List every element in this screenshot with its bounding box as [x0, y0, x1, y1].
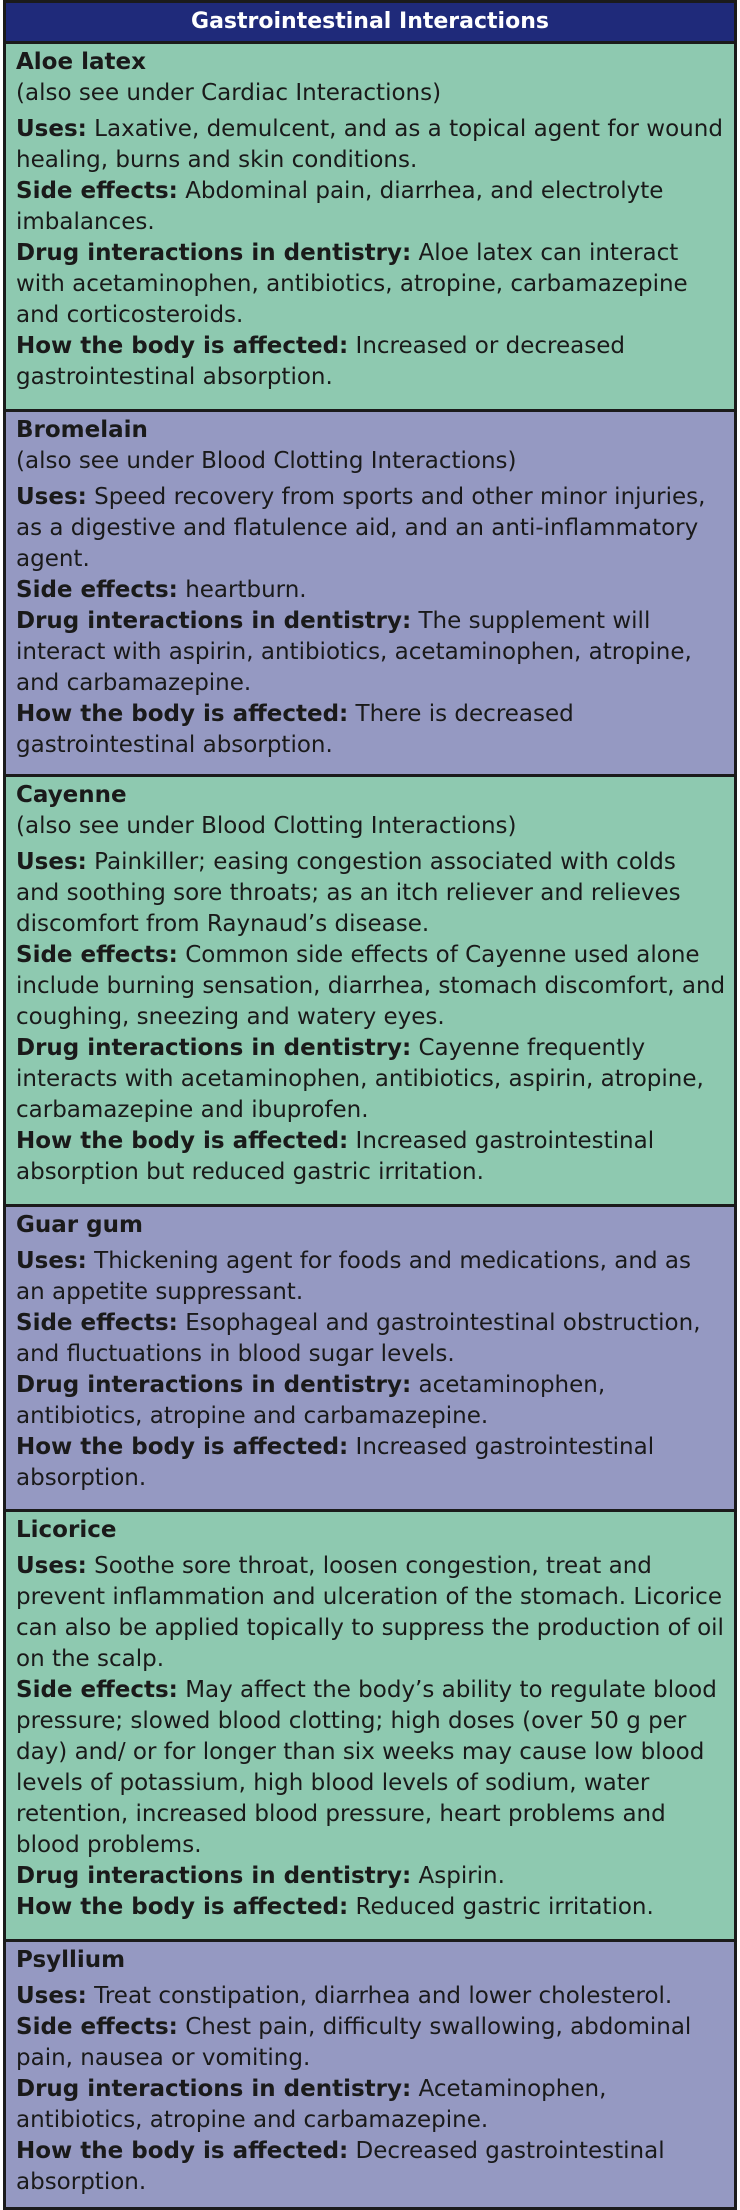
side-effects-line: [16, 940, 726, 1033]
drug-interactions-line: [16, 606, 726, 699]
drug-interactions-line: [16, 1033, 726, 1126]
body-effect-label: How the body is affected:: [16, 1128, 349, 1154]
body-effect-label: How the body is affected:: [16, 333, 349, 359]
body-effect-text: Decreased gastrointestinal absorption.: [16, 2138, 665, 2195]
entry-name: Cayenne: [16, 782, 127, 808]
interactions-table: [3, 0, 737, 2210]
entry-guar-gum: [6, 1207, 734, 1512]
entry-cayenne: [6, 777, 734, 1207]
drug-interactions-line: [16, 1370, 726, 1432]
uses-line: [16, 1551, 726, 1675]
body-effect-text: Reduced gastric irritation.: [355, 1894, 654, 1920]
drug-interactions-text: Acetaminophen, antibiotics, atropine and carbamazepine.: [16, 2076, 607, 2133]
side-effects-text: Chest pain, difficulty swallowing, abdominal pain, nausea or vomiting.: [16, 2014, 692, 2071]
drug-interactions-label: Drug interactions in dentistry:: [16, 1372, 412, 1398]
entry-note: (also see under Blood Clotting Interactions): [16, 813, 517, 839]
body-effect-text: There is decreased gastrointestinal absorption.: [16, 701, 574, 758]
body-effect-line: [16, 1126, 726, 1188]
body-effect-line: [16, 1892, 726, 1923]
uses-label: Uses:: [16, 484, 87, 510]
body-effect-line: [16, 331, 726, 393]
entry-psyllium: [6, 1942, 734, 2207]
drug-interactions-line: [16, 2074, 726, 2136]
entry-name: Guar gum: [16, 1212, 143, 1238]
side-effects-text: Esophageal and gastrointestinal obstruction, and fluctuations in blood sugar levels.: [16, 1310, 701, 1367]
body-effect-label: How the body is affected:: [16, 1434, 349, 1460]
entry-bromelain: [6, 412, 734, 777]
side-effects-line: [16, 1308, 726, 1370]
drug-interactions-label: Drug interactions in dentistry:: [16, 1035, 412, 1061]
body-effect-label: How the body is affected:: [16, 2138, 349, 2164]
side-effects-text: heartburn.: [185, 577, 307, 603]
drug-interactions-text: The supplement will interact with aspirin, antibiotics, acetaminophen, atropine, and carbamazepine.: [16, 608, 692, 696]
side-effects-text: Abdominal pain, diarrhea, and electrolyte imbalances.: [16, 178, 664, 235]
side-effects-label: Side effects:: [16, 1310, 178, 1336]
entry-name: Bromelain: [16, 417, 148, 443]
entry-note: (also see under Blood Clotting Interactions): [16, 448, 517, 474]
uses-line: [16, 482, 726, 575]
drug-interactions-label: Drug interactions in dentistry:: [16, 1863, 412, 1889]
body-effect-text: Increased or decreased gastrointestinal absorption.: [16, 333, 625, 390]
drug-interactions-label: Drug interactions in dentistry:: [16, 608, 412, 634]
drug-interactions-label: Drug interactions in dentistry:: [16, 2076, 412, 2102]
side-effects-text: May affect the body’s ability to regulate blood pressure; slowed blood clotting; high doses (over 50 g per day) and/ or for longer than six weeks may cause low blood levels of potassium, high blood levels of sodium, water retention, increased blood pressure, heart problems and blood problems.: [16, 1677, 717, 1858]
body-effect-text: Increased gastrointestinal absorption but reduced gastric irritation.: [16, 1128, 655, 1185]
uses-text: Laxative, demulcent, and as a topical agent for wound healing, burns and skin conditions.: [16, 116, 723, 173]
uses-text: Treat constipation, diarrhea and lower cholesterol.: [94, 1983, 673, 2009]
drug-interactions-text: Cayenne frequently interacts with acetaminophen, antibiotics, aspirin, atropine, carbamazepine and ibuprofen.: [16, 1035, 704, 1123]
side-effects-label: Side effects:: [16, 577, 178, 603]
uses-text: Painkiller; easing congestion associated with colds and soothing sore throats; as an itch reliever and relieves discomfort from Raynaud’s disease.: [16, 849, 681, 937]
entry-name: Psyllium: [16, 1947, 126, 1973]
side-effects-label: Side effects:: [16, 942, 178, 968]
uses-label: Uses:: [16, 1983, 87, 2009]
side-effects-label: Side effects:: [16, 1677, 178, 1703]
entry-name: Aloe latex: [16, 49, 146, 75]
entry-name: Licorice: [16, 1517, 117, 1543]
uses-label: Uses:: [16, 116, 87, 142]
side-effects-label: Side effects:: [16, 2014, 178, 2040]
drug-interactions-text: Aloe latex can interact with acetaminophen, antibiotics, atropine, carbamazepine and corticosteroids.: [16, 240, 688, 328]
side-effects-line: [16, 2012, 726, 2074]
uses-line: [16, 1246, 726, 1308]
uses-text: Thickening agent for foods and medications, and as an appetite suppressant.: [16, 1248, 691, 1305]
drug-interactions-line: [16, 238, 726, 331]
body-effect-label: How the body is affected:: [16, 1894, 349, 1920]
body-effect-line: [16, 699, 726, 761]
uses-text: Soothe sore throat, loosen congestion, treat and prevent inflammation and ulceration of the stomach. Licorice can also be applied topically to suppress the production of oil on the scalp.: [16, 1553, 724, 1672]
side-effects-line: [16, 575, 726, 606]
side-effects-label: Side effects:: [16, 178, 178, 204]
drug-interactions-label: Drug interactions in dentistry:: [16, 240, 412, 266]
drug-interactions-text: acetaminophen, antibiotics, atropine and carbamazepine.: [16, 1372, 606, 1429]
uses-label: Uses:: [16, 849, 87, 875]
uses-line: [16, 114, 726, 176]
body-effect-line: [16, 1432, 726, 1494]
body-effect-label: How the body is affected:: [16, 701, 349, 727]
entry-note: (also see under Cardiac Interactions): [16, 80, 442, 106]
uses-label: Uses:: [16, 1553, 87, 1579]
side-effects-text: Common side effects of Cayenne used alone include burning sensation, diarrhea, stomach discomfort, and coughing, sneezing and watery eyes.: [16, 942, 726, 1030]
side-effects-line: [16, 1675, 726, 1861]
drug-interactions-text: Aspirin.: [418, 1863, 505, 1889]
uses-text: Speed recovery from sports and other minor injuries, as a digestive and flatulence aid, and an anti-inflammatory agent.: [16, 484, 706, 572]
body-effect-line: [16, 2136, 726, 2198]
uses-label: Uses:: [16, 1248, 87, 1274]
table-title: Gastrointestinal Interactions: [6, 3, 734, 44]
entry-licorice: [6, 1512, 734, 1942]
uses-line: [16, 1981, 726, 2012]
side-effects-line: [16, 176, 726, 238]
drug-interactions-line: [16, 1861, 726, 1892]
uses-line: [16, 847, 726, 940]
entry-aloe-latex: [6, 44, 734, 412]
body-effect-text: Increased gastrointestinal absorption.: [16, 1434, 655, 1491]
